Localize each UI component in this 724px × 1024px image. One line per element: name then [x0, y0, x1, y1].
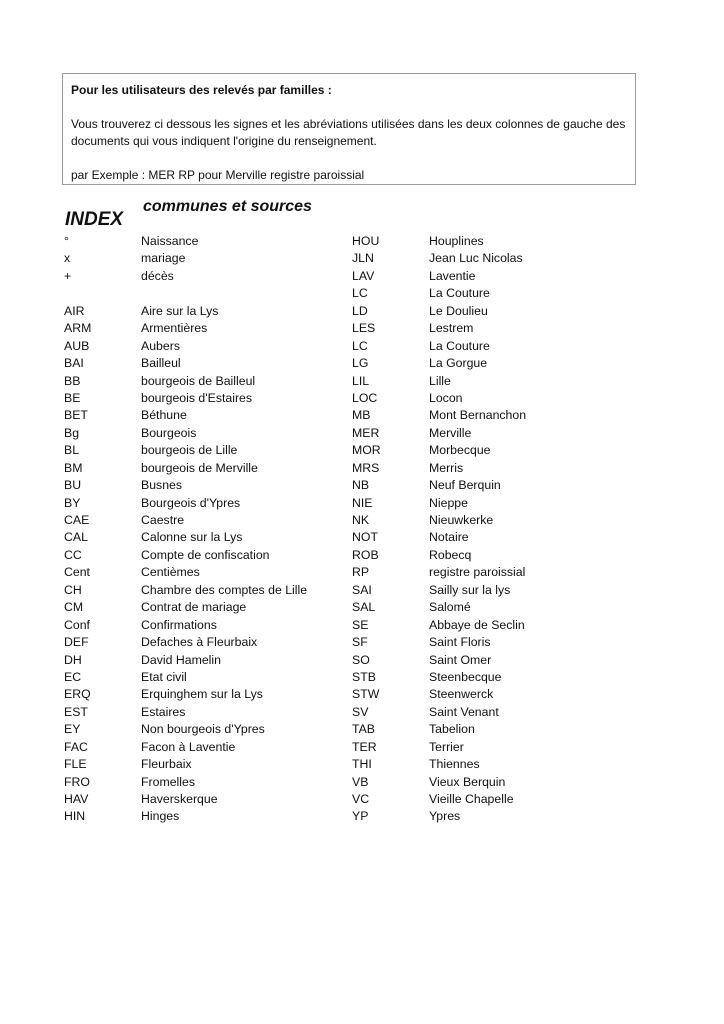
intro-title: Pour les utilisateurs des relevés par familles :	[71, 83, 332, 97]
index-code: EY	[64, 722, 81, 737]
index-name: Aubers	[141, 338, 180, 353]
index-code: MRS	[352, 460, 380, 475]
index-name: Laventie	[429, 268, 476, 283]
index-code: LG	[352, 356, 369, 371]
index-code: YP	[352, 809, 369, 824]
index-code: DEF	[64, 635, 89, 650]
index-name: Robecq	[429, 547, 472, 562]
index-code: SE	[352, 617, 369, 632]
index-code: BB	[64, 373, 81, 388]
index-name: Salomé	[429, 600, 471, 615]
intro-line-2: documents qui vous indiquent l'origine du renseignement.	[71, 134, 377, 148]
index-code: LAV	[352, 268, 375, 283]
index-name: Aire sur la Lys	[141, 303, 219, 318]
index-name: bourgeois de Lille	[141, 443, 238, 458]
index-code: FLE	[64, 757, 87, 772]
index-code: BY	[64, 495, 81, 510]
index-name: Bourgeois d'Ypres	[141, 495, 241, 510]
index-name: mariage	[141, 251, 186, 266]
index-name: Abbaye de Seclin	[429, 617, 525, 632]
index-code: LC	[352, 286, 368, 301]
index-name: Compte de confiscation	[141, 547, 270, 562]
index-name: Bailleul	[141, 356, 181, 371]
index-name: Le Doulieu	[429, 303, 488, 318]
index-code: LIL	[352, 373, 370, 388]
index-name: Merville	[429, 425, 472, 440]
index-code: CM	[64, 600, 84, 615]
index-code: RP	[352, 565, 370, 580]
index-code: LES	[352, 321, 376, 336]
index-code: +	[64, 268, 72, 283]
index-name: Hinges	[141, 809, 180, 824]
index-name: Fleurbaix	[141, 757, 192, 772]
index-name: Nieuwkerke	[429, 513, 494, 527]
intro-example: par Exemple : MER RP pour Merville registre paroissial	[71, 168, 365, 182]
index-code: Bg	[64, 425, 80, 440]
intro-line-1: Vous trouverez ci dessous les signes et les abréviations utilisées dans les deux colonnes de gauche des	[71, 117, 626, 131]
index-name: Chambre des comptes de Lille	[141, 582, 308, 597]
index-name: Bourgeois	[141, 425, 197, 440]
index-name: Merris	[429, 460, 464, 475]
index-name: Houplines	[429, 234, 484, 248]
index-name: Tabelion	[429, 722, 475, 737]
index-name: Saint Omer	[429, 652, 492, 667]
index-name: Lille	[429, 373, 451, 388]
index-code: DH	[64, 652, 82, 667]
index-name: Morbecque	[429, 443, 491, 458]
index-name: Ypres	[429, 809, 461, 824]
index-code: BAI	[64, 356, 84, 371]
index-code: LOC	[352, 390, 378, 405]
index-name: Locon	[429, 390, 463, 405]
index-code: EST	[64, 704, 88, 719]
index-code: STB	[352, 669, 376, 684]
index-name: Fromelles	[141, 774, 195, 789]
index-code: HOU	[352, 234, 380, 248]
index-code: ERQ	[64, 687, 91, 702]
index-code: CAE	[64, 513, 90, 527]
index-name: David Hamelin	[141, 652, 221, 667]
index-code: Conf	[64, 617, 90, 632]
index-name: Steenwerck	[429, 687, 494, 702]
index-name: Naissance	[141, 234, 199, 248]
index-code: BET	[64, 408, 88, 423]
index-name: Nieppe	[429, 495, 468, 510]
index-code: °	[64, 234, 69, 248]
index-name: registre paroissial	[429, 565, 526, 580]
index-name: Armentières	[141, 321, 208, 336]
index-name: Defaches à Fleurbaix	[141, 635, 258, 650]
index-name: Thiennes	[429, 757, 480, 772]
index-name: Confirmations	[141, 617, 217, 632]
index-code: AIR	[64, 303, 85, 318]
index-name: Terrier	[429, 739, 464, 754]
index-name: Estaires	[141, 704, 186, 719]
index-name: Erquinghem sur la Lys	[141, 687, 263, 702]
index-code: MB	[352, 408, 371, 423]
index-code: BL	[64, 443, 80, 458]
index-name: Haverskerque	[141, 792, 218, 806]
index-code: SF	[352, 635, 368, 650]
index-code: BM	[64, 460, 83, 475]
index-code: VB	[352, 774, 369, 789]
index-name: Busnes	[141, 478, 183, 493]
index-name: La Gorgue	[429, 356, 488, 371]
index-code: HIN	[64, 809, 86, 824]
index-code: x	[64, 251, 71, 266]
index-name: Etat civil	[141, 669, 187, 684]
index-title: INDEX	[65, 209, 124, 230]
index-name: Facon à Laventie	[141, 739, 236, 754]
index-code: SAL	[352, 600, 376, 615]
index-name: Saint Venant	[429, 704, 499, 719]
index-name: bourgeois d'Estaires	[141, 390, 253, 405]
index-name: Steenbecque	[429, 669, 502, 684]
index-name: Vieille Chapelle	[429, 792, 514, 806]
index-name: Calonne sur la Lys	[141, 530, 243, 545]
index-name: bourgeois de Bailleul	[141, 373, 256, 388]
index-name: La Couture	[429, 338, 490, 353]
index-name: Sailly sur la lys	[429, 582, 511, 597]
index-name: Saint Floris	[429, 635, 491, 650]
index-code: VC	[352, 792, 370, 806]
index-code: Cent	[64, 565, 90, 580]
index-code: CC	[64, 547, 82, 562]
index-code: NK	[352, 513, 370, 527]
index-code: BE	[64, 390, 81, 405]
index-name: Non bourgeois d'Ypres	[141, 722, 265, 737]
index-code: CAL	[64, 530, 88, 545]
index-heading	[65, 196, 312, 233]
index-code: JLN	[352, 251, 374, 266]
index-code: LC	[352, 338, 368, 353]
index-code: SO	[352, 652, 370, 667]
index-code: MOR	[352, 443, 381, 458]
index-name: Lestrem	[429, 321, 474, 336]
index-code: THI	[352, 757, 372, 772]
index-code: HAV	[64, 792, 89, 806]
index-code: SAI	[352, 582, 372, 597]
index-code: NOT	[352, 530, 378, 545]
index-code: NB	[352, 478, 370, 493]
index-code: EC	[64, 669, 82, 684]
intro-box	[62, 73, 636, 185]
index-name: Neuf Berquin	[429, 478, 501, 493]
index-name: Mont Bernanchon	[429, 408, 527, 423]
index-code: SV	[352, 704, 369, 719]
index-code: ARM	[64, 321, 92, 336]
index-code: CH	[64, 582, 82, 597]
index-name: Notaire	[429, 530, 469, 545]
index-name: Jean Luc Nicolas	[429, 251, 523, 266]
index-code: BU	[64, 478, 82, 493]
index-name: décès	[141, 268, 174, 283]
index-code: STW	[352, 687, 380, 702]
index-code: FAC	[64, 739, 88, 754]
index-code: AUB	[64, 338, 90, 353]
index-code: TER	[352, 739, 377, 754]
index-code: NIE	[352, 495, 373, 510]
index-name: Caestre	[141, 513, 185, 527]
index-name: Béthune	[141, 408, 187, 423]
index-code: TAB	[352, 722, 376, 737]
index-code: MER	[352, 425, 380, 440]
index-name: Vieux Berquin	[429, 774, 506, 789]
index-name: Centièmes	[141, 565, 200, 580]
index-code: ROB	[352, 547, 379, 562]
index-name: Contrat de mariage	[141, 600, 247, 615]
index-name: La Couture	[429, 286, 490, 301]
index-subtitle: communes et sources	[143, 198, 312, 215]
index-code: LD	[352, 303, 368, 318]
index-code: FRO	[64, 774, 90, 789]
index-name: bourgeois de Merville	[141, 460, 258, 475]
